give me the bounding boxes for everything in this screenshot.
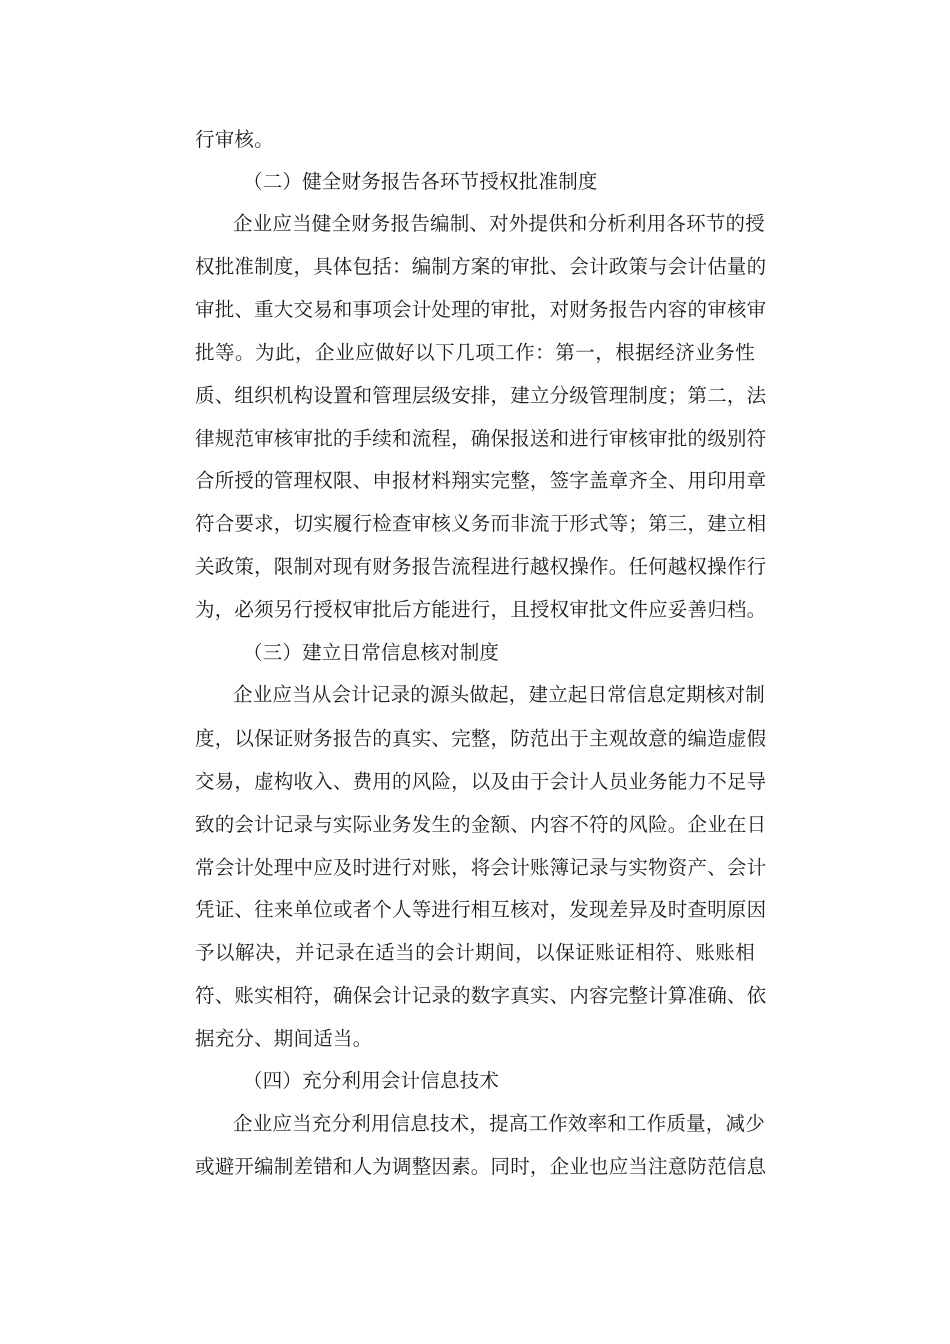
paragraph-line: 致的会计记录与实际业务发生的金额、内容不符的风险。企业在日 [195, 813, 767, 836]
paragraph-line: 符、账实相符，确保会计记录的数字真实、内容完整计算准确、依 [195, 984, 767, 1007]
section-heading-4: （四）充分利用会计信息技术 [243, 1069, 500, 1092]
section-heading-2: （二）健全财务报告各环节授权批准制度 [243, 170, 598, 193]
paragraph-line: 凭证、往来单位或者个人等进行相互核对，发现差异及时查明原因 [195, 898, 767, 921]
paragraph-line: 予以解决，并记录在适当的会计期间，以保证账证相符、账账相 [195, 941, 755, 964]
paragraph-line: 常会计处理中应及时进行对账，将会计账簿记录与实物资产、会计 [195, 856, 767, 879]
paragraph-line: 符合要求，切实履行检查审核义务而非流于形式等；第三，建立相 [195, 512, 767, 535]
paragraph-line: 为，必须另行授权审批后方能进行，且授权审批文件应妥善归档。 [195, 598, 767, 621]
section-heading-3: （三）建立日常信息核对制度 [243, 641, 500, 664]
paragraph-line: 权批准制度，具体包括：编制方案的审批、会计政策与会计估量的 [195, 255, 767, 278]
paragraph-line: 律规范审核审批的手续和流程，确保报送和进行审核审批的级别符 [195, 427, 767, 450]
paragraph-line: 质、组织机构设置和管理层级安排，建立分级管理制度；第二，法 [195, 384, 767, 407]
paragraph-line: 企业应当从会计记录的源头做起，建立起日常信息定期核对制 [233, 683, 765, 706]
paragraph-line: 企业应当健全财务报告编制、对外提供和分析利用各环节的授 [233, 212, 765, 235]
paragraph-line: 合所授的管理权限、申报材料翔实完整，签字盖章齐全、用印用章 [195, 469, 767, 492]
paragraph-line: 企业应当充分利用信息技术，提高工作效率和工作质量，减少 [233, 1112, 765, 1135]
paragraph-line: 批等。为此，企业应做好以下几项工作：第一，根据经济业务性 [195, 341, 755, 364]
paragraph-line: 关政策，限制对现有财务报告流程进行越权操作。任何越权操作行 [195, 555, 767, 578]
paragraph-line: 审批、重大交易和事项会计处理的审批，对财务报告内容的审核审 [195, 298, 767, 321]
paragraph-line: 度，以保证财务报告的真实、完整，防范出于主观故意的编造虚假 [195, 727, 767, 750]
paragraph-line: 或避开编制差错和人为调整因素。同时，企业也应当注意防范信息 [195, 1155, 767, 1178]
paragraph-line: 交易，虚构收入、费用的风险，以及由于会计人员业务能力不足导 [195, 770, 767, 793]
paragraph-line: 据充分、期间适当。 [195, 1027, 373, 1050]
paragraph-line: 行审核。 [195, 128, 274, 151]
